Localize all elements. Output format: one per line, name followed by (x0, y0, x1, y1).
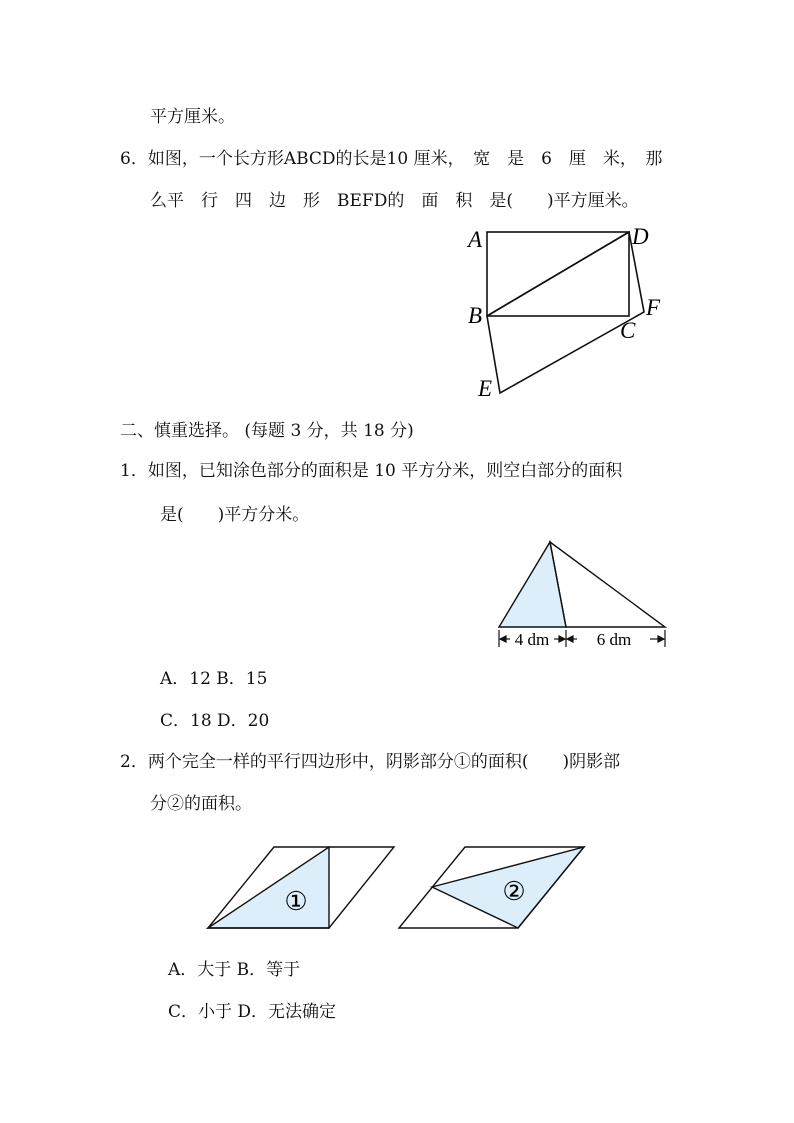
q6-line2: 么平 行 四 边 形 BEFD的 面 积 是( )平方厘米。 (150, 191, 639, 211)
dim-left-label: 4 dm (514, 630, 550, 649)
label-a: A (468, 227, 483, 252)
mc1-line2: 是( )平方分米。 (160, 505, 310, 525)
mc1-triangle-figure (490, 535, 680, 655)
mc2-parallelograms-figure (200, 840, 600, 940)
mc1-options-cd: C．18 D．20 (160, 711, 270, 731)
parallelogram-befd (487, 232, 644, 393)
q6-rectangle-figure (460, 220, 680, 410)
mark-2: ② (502, 877, 526, 906)
blank-triangle (550, 542, 665, 627)
mc1-options-ab: A．12 B．15 (160, 669, 268, 689)
mc2-line2: 分②的面积。 (150, 794, 252, 814)
mc2-line1: 2．两个完全一样的平行四边形中，阴影部分①的面积( )阴影部 (120, 752, 621, 772)
label-d: D (632, 224, 649, 249)
label-f: F (646, 295, 661, 320)
mc1-line1: 1．如图，已知涂色部分的面积是 10 平方分米，则空白部分的面积 (120, 461, 623, 481)
q6-line1: 6．如图，一个长方形ABCD的长是10 厘米， 宽 是 6 厘 米， 那 (120, 149, 663, 169)
mc2-options-ab: A．大于 B．等于 (168, 960, 301, 980)
label-e: E (478, 376, 493, 401)
shaded-triangle (499, 542, 566, 627)
section-2-title: 二、慎重选择。 (每题 3 分，共 18 分) (120, 421, 414, 441)
label-c: C (620, 318, 636, 343)
mark-1: ① (284, 887, 308, 916)
shaded-region-1 (208, 847, 329, 928)
continuation-text: 平方厘米。 (150, 107, 235, 127)
dim-right-label: 6 dm (596, 630, 632, 649)
mc2-options-cd: C．小于 D．无法确定 (168, 1002, 337, 1022)
label-b: B (468, 303, 483, 328)
